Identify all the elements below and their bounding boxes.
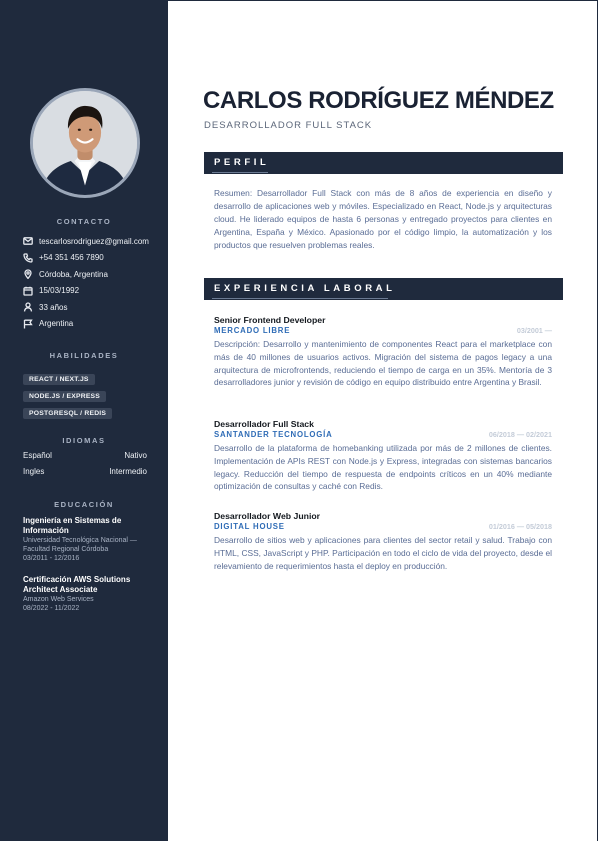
contact-location-text: Córdoba, Argentina <box>39 269 108 279</box>
job-title: Desarrollador Web Junior <box>214 511 321 521</box>
education-school: Universidad Tecnológica Nacional — Facultad Regional Córdoba <box>23 537 137 554</box>
job-dates: 01/2016 — 05/2018 <box>488 522 552 531</box>
contact-phone[interactable] <box>23 250 163 267</box>
calendar-icon <box>23 286 33 296</box>
experience-section-title: EXPERIENCIA LABORAL <box>214 283 396 294</box>
education-degree: Certificación AWS Solutions Architect Associate <box>23 574 131 594</box>
contact-birthdate <box>23 283 163 300</box>
profile-photo <box>30 88 140 198</box>
candidate-name: CARLOS RODRÍGUEZ MÉNDEZ <box>203 87 554 114</box>
job-header <box>214 326 552 338</box>
job-dates: 03/2001 — <box>516 326 552 335</box>
contact-list <box>23 233 163 332</box>
contact-email-text: tescarlosrodriguez@gmail.com <box>39 236 149 246</box>
job-entry <box>214 510 552 572</box>
language-name: Español <box>23 451 52 460</box>
profile-summary: Resumen: Desarrollador Full Stack con más de 8 años de experiencia en diseño y desarrollo de aplicaciones web y móviles. Especializado en React, Node.js y arquitecturas cloud. He liderado equipos de hasta 6 personas y entregado proyectos para clientes en Argentina, España y México. Apasionado por el código limpio, la automatización y los productos que resuelven problemas reales. <box>214 188 552 250</box>
contact-age <box>23 299 163 316</box>
contact-phone-text: +54 351 456 7890 <box>39 253 104 263</box>
languages-list <box>23 451 147 482</box>
education-dates: 08/2022 - 11/2022 <box>23 605 80 613</box>
job-title: Senior Frontend Developer <box>214 315 326 325</box>
language-row <box>23 451 147 467</box>
contact-email[interactable] <box>23 233 163 250</box>
phone-icon <box>23 253 33 263</box>
job-company: DIGITAL HOUSE <box>214 522 285 531</box>
contact-nationality-text: Argentina <box>39 319 74 329</box>
job-entry <box>214 418 552 493</box>
education-school: Amazon Web Services <box>23 595 94 603</box>
job-header <box>214 522 552 534</box>
section-underline <box>212 298 388 299</box>
job-company: MERCADO LIBRE <box>214 326 291 335</box>
languages-section-title: IDIOMAS <box>62 436 106 445</box>
section-underline <box>212 172 268 173</box>
contact-section-title: CONTACTO <box>56 217 112 226</box>
job-dates: 06/2018 — 02/2021 <box>488 430 552 439</box>
skill-tag: NODE.JS / EXPRESS <box>23 391 106 402</box>
skills-list <box>23 368 163 419</box>
contact-location <box>23 266 163 283</box>
flag-icon <box>23 319 33 329</box>
education-degree: Ingeniería en Sistemas de Información <box>23 516 122 535</box>
mail-icon <box>23 236 33 246</box>
job-entry <box>214 314 552 389</box>
language-level: Intermedio <box>109 466 147 476</box>
profile-section-title: PERFIL <box>214 157 270 168</box>
contact-nationality <box>23 316 163 333</box>
job-company: SANTANDER TECNOLOGÍA <box>214 430 333 439</box>
profile-photo-illustration <box>33 91 137 195</box>
language-name: Ingles <box>23 466 45 476</box>
job-header <box>214 430 552 442</box>
education-list <box>23 516 151 625</box>
skill-tag: POSTGRESQL / REDIS <box>23 408 112 419</box>
language-row <box>23 467 147 483</box>
location-pin-icon <box>23 269 33 279</box>
job-title: Desarrollador Full Stack <box>214 419 314 429</box>
contact-birthdate-text: 15/03/1992 <box>39 286 80 296</box>
profile-section-header <box>204 152 563 174</box>
language-level: Nativo <box>124 451 147 460</box>
education-dates: 03/2011 - 12/2016 <box>23 555 80 563</box>
contact-age-text: 33 años <box>39 302 68 312</box>
education-section-title: EDUCACIÓN <box>54 500 114 509</box>
job-description: Descripción: Desarrollo y mantenimiento de componentes React para el marketplace con más de 40 millones de usuarios activos. Migración del sistema de pagos legacy a una arquitectura de microfrontends, reduciendo el tiempo de carga en un 35%. Mentoría de 3 desarrolladores junior y revisión de código en equipo distribuido entre Argentina y Brasil. <box>214 339 552 388</box>
person-icon <box>23 302 33 312</box>
sidebar <box>0 0 168 841</box>
job-description: Desarrollo de sitios web y aplicaciones para clientes del sector retail y salud. Trabajo con HTML, CSS, JavaScript y PHP. Participación en todo el ciclo de vida del proyecto, desde el relevamiento de requerimientos hasta el deploy en producción. <box>214 535 552 571</box>
education-item <box>23 516 151 564</box>
experience-section-header <box>204 278 563 300</box>
skill-tag: REACT / NEXT.JS <box>23 374 95 385</box>
skills-section-title: HABILIDADES <box>49 351 119 360</box>
job-description: Desarrollo de la plataforma de homebanking utilizada por más de 2 millones de clientes. Implementación de APIs REST con Node.js y Express, integradas con sistemas bancarios legacy. Reducción del tiempo de respuesta de endpoints críticos en un 40% mediante optimización de consultas y caché con Redis. <box>214 443 552 492</box>
education-item <box>23 575 151 614</box>
candidate-role: DESARROLLADOR FULL STACK <box>204 120 373 131</box>
